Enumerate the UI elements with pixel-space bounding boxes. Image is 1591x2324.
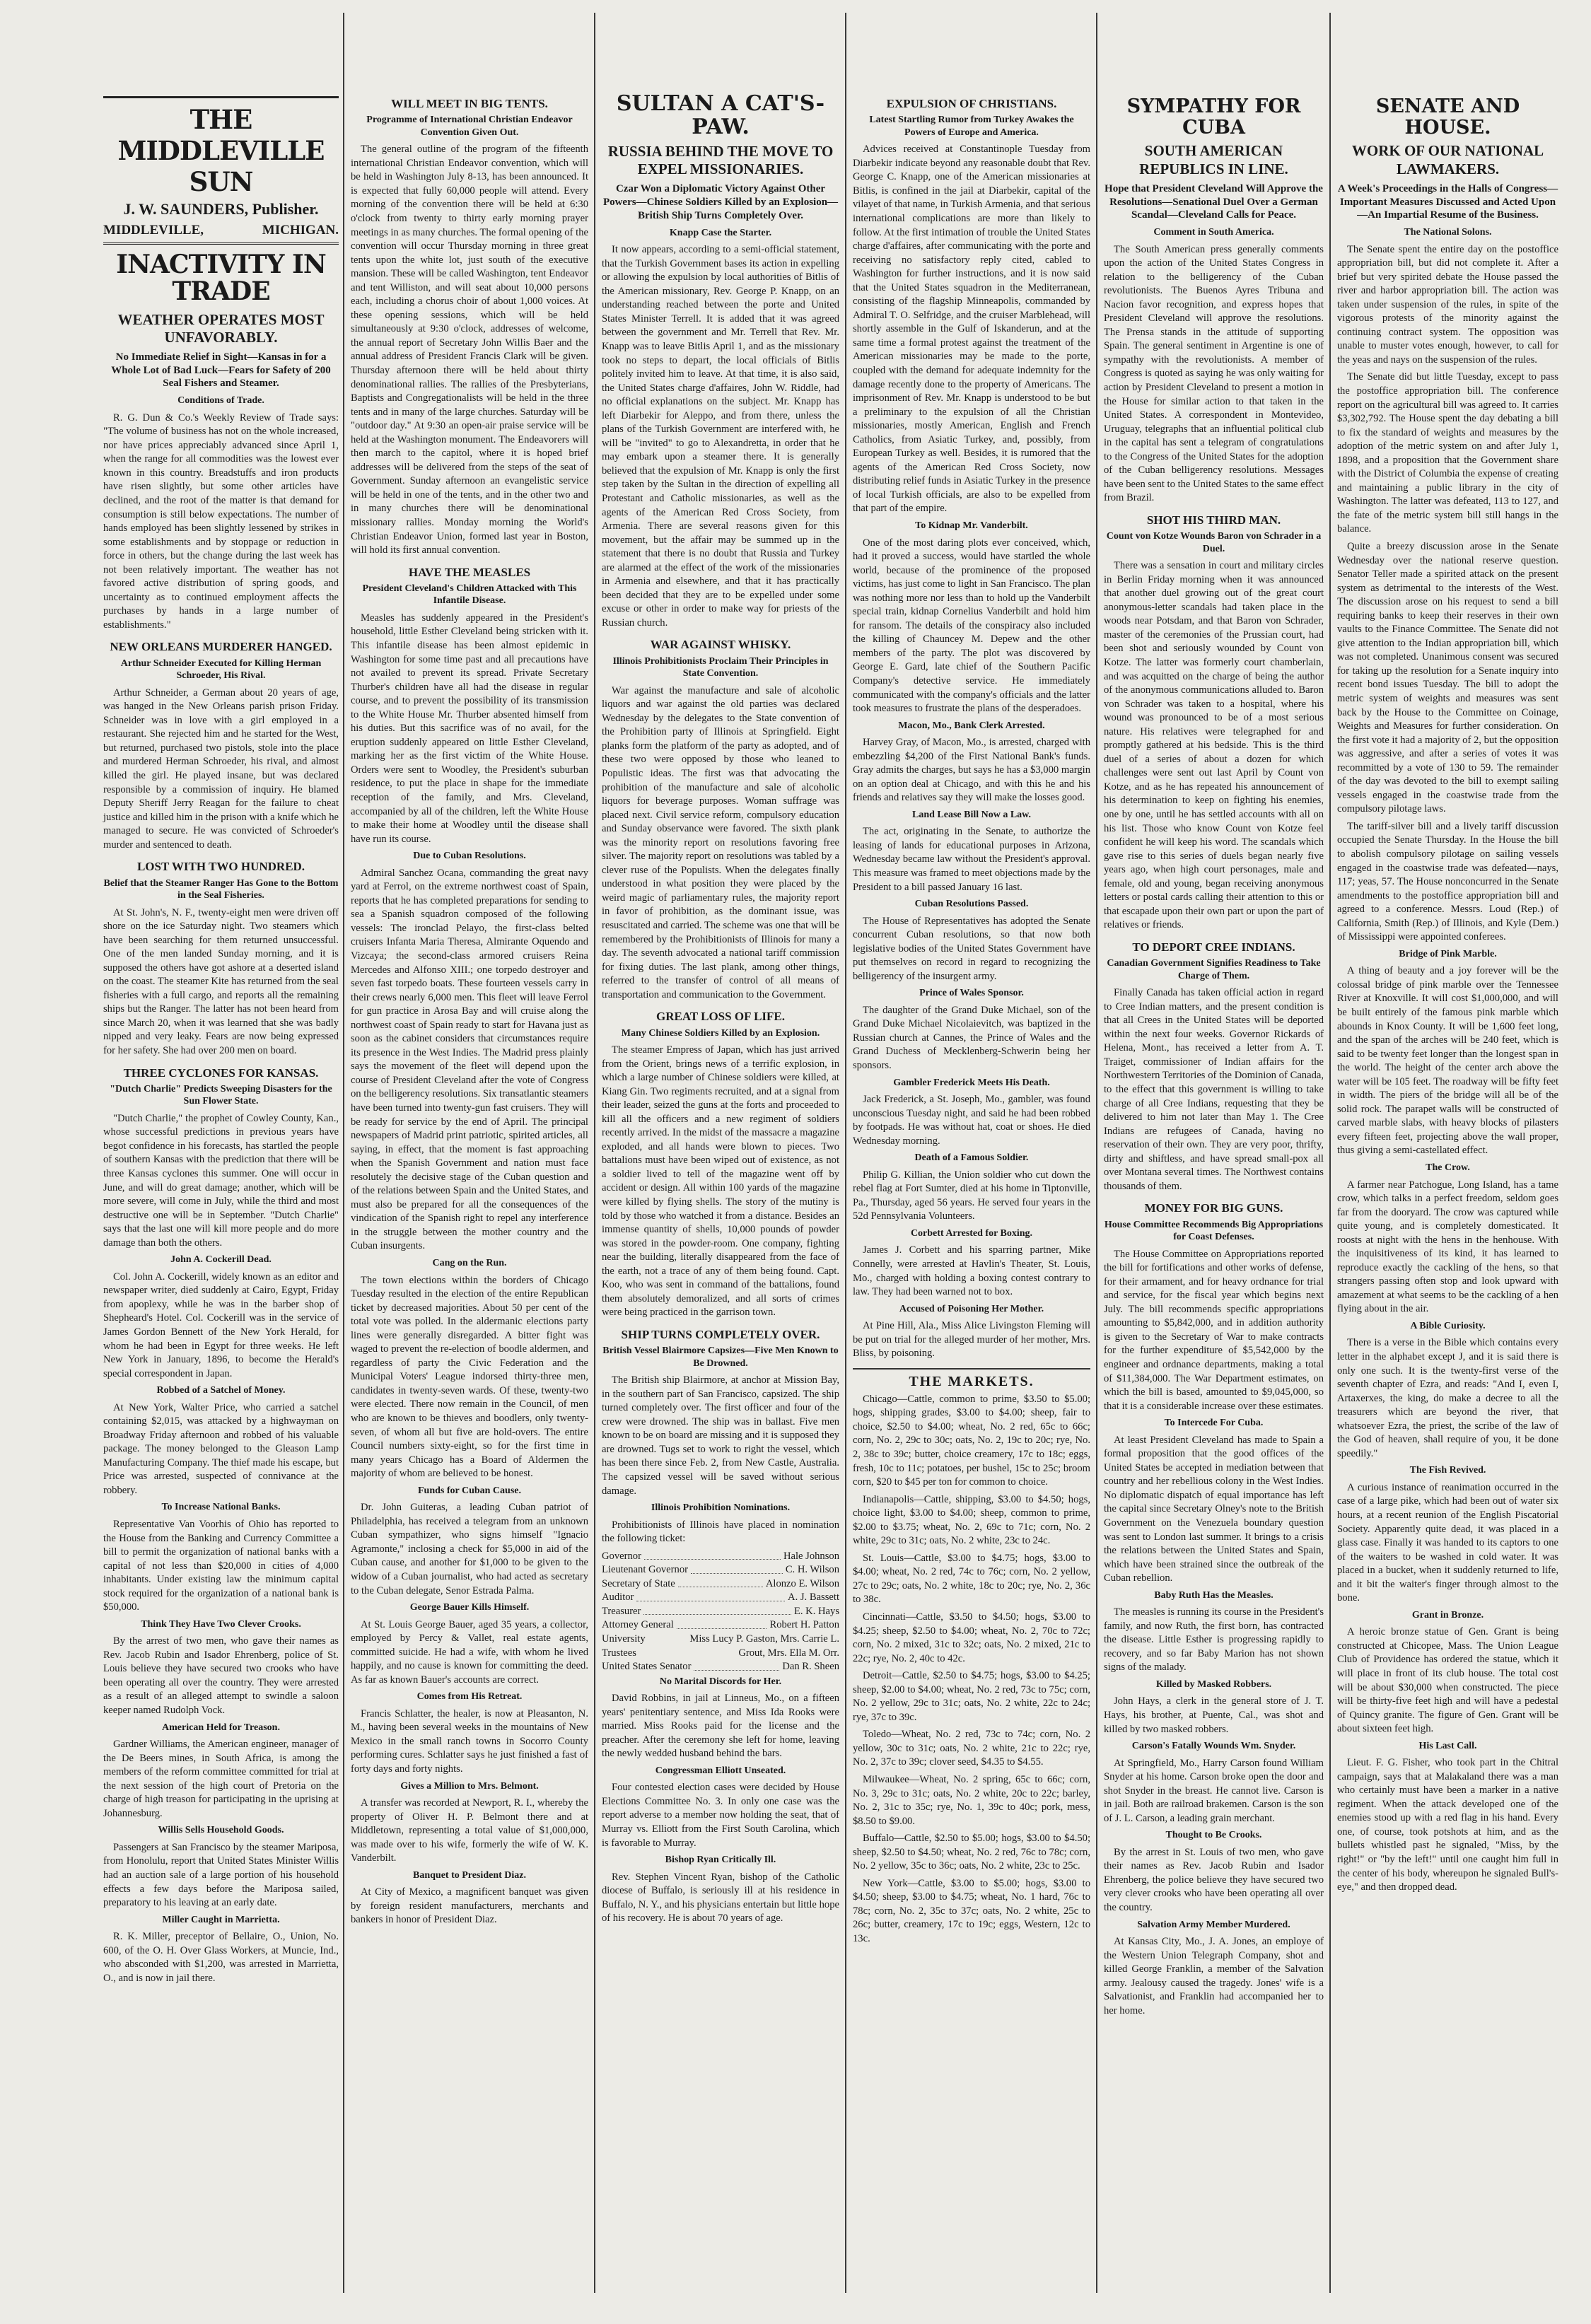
article-body: At City of Mexico, a magnificent banquet was given by foreign resident manufacturers, merchants and bankers in honor of President Diaz. [351, 1886, 588, 1926]
headline: SYMPATHY FOR CUBA [1126, 95, 1301, 139]
masthead-title: THE MIDDLEVILLE SUN [103, 96, 339, 197]
article-title: Bridge of Pink Marble. [1399, 948, 1497, 959]
slate-row [602, 1618, 839, 1633]
article-body: Francis Schlatter, the healer, is now at Pleasanton, N. M., having been several weeks in the mountains of New Mexico in the small ranch towns in Socorro County performing cures. Schlatter says he just finished a fast of forty days and forty nights. [351, 1707, 588, 1775]
newspaper-page [28, 13, 1563, 2293]
slate-nominee: Robert H. Patton [769, 1619, 839, 1631]
article-body: It now appears, according to a semi-official statement, that the Turkish Government bases its action in expelling or allowing the expulsion by local authorities of Bitlis of the American missionary, Rev. George P. Knapp, on an understanding reached between the porte and United States Minister Terrell. It is added that it was agreed between the government and Mr. Terrell that Rev. Mr. Knapp was to leave Bitlis April 1, and as the missionary took no steps to depart, the local officials of Bitlis politely invited him to leave. At that time, it is also said, the United States charge d'affaires, John W. Riddle, had no official explanations on the subject. Mr. Knapp has left Diarbekir for Aleppo, and from there, unless the plans of the Turkish Government are interfered with, he will be "invited" to go to Alexandretta, in order that he may embark upon a steamer there. It is generally believed that the expulsion of Mr. Knapp is only the first step taken by the Sultan in the direction of expelling all Protestant and Catholic missionaries, as well as the agents of the American Red Cross Society, from Armenia. There are several reasons given for this movement, but the affair may be summed up in the statement that there is no doubt that Russia and Turkey are alarmed at the effect of the work of the missionaries in Armenia and elsewhere, and that it has practically been decided that they are to be expelled under some excuse or other in order to make way for priests of the Russian church. [602, 244, 839, 629]
article-title: THREE CYCLONES FOR KANSAS. [123, 1065, 319, 1080]
article-title: Death of a Famous Soldier. [914, 1152, 1029, 1164]
article-body: A transfer was recorded at Newport, R. I., whereby the property of Oliver H. P. Belmont there and at Middletown, representing a total value of $1,000,000, was made over to his wife, formerly the wife of W. K. Vanderbilt. [351, 1797, 588, 1864]
leader-dots [691, 1563, 783, 1574]
article-body: The town elections within the borders of Chicago Tuesday resulted in the election of the entire Republican ticket by decreased majorities. About 50 per cent of the total vote was polled. In the aldermanic elections party lines were generally disregarded. A bitter fight was waged to prevent the re-election of boodle aldermen, and regardless of party the Civic Federation and the Municipal Voters' League indorsed thirty-three men, candidates in twenty-seven wards. Of these, twenty-two were elected. There now remain in the Council, of men who are known to be thieves and boodlers, only twenty-seven, of whom all but five are hold-overs. The entire Council numbers sixty-eight, so for the first time in many years Chicago has a Board of Aldermen the majority of whom are believed to be honest. [351, 1274, 588, 1480]
article-title: The Crow. [1426, 1162, 1470, 1173]
article-body: Philip G. Killian, the Union soldier who cut down the rebel flag at Fort Sumter, died at his home in Tiptonville, Pa., Thursday, aged 56 years. He served four years in the 52d Pennsylvania Volunteers. [853, 1169, 1090, 1222]
slate-nominee: C. H. Wilson [785, 1564, 839, 1576]
market-report: Chicago—Cattle, common to prime, $3.50 to $5.00; hogs, shipping grades, $3.00 to $4.00; sheep, fair to choice, $2.50 to $4.00; wheat, No. 2 red, 65c to 66c; corn, No. 2, 29c to 30c; oats, No. 2, 19c to 20c; rye, No. 2, 38c to 39c; butter, choice creamery, 17c to 18c; eggs, fresh, 10c to 11c; potatoes, per bushel, 15c to 25c; broom corn, $20 to $45 per ton for common to choice. [853, 1393, 1090, 1488]
article-title: American Held for Treason. [162, 1722, 280, 1733]
article-subtitle: Many Chinese Soldiers Killed by an Explosion. [621, 1027, 820, 1039]
slate-office: Secretary of State [602, 1577, 675, 1589]
article-body: Quite a breezy discussion arose in the Senate Wednesday over the national reserve question. Senator Teller made a spirited attack on the present system as detrimental to the interests of the West. The discussion arose on his request to send a bill requiring banks to keep their reserves in their own vaults to the Finance Committee. The Senate did not give attention to the Indian appropriation bill, which was not completed. Unanimous consent was secured for taking up the resolution for a Senate inquiry into recent bond issues Tuesday. The bill to adopt the metric system of weights and measures was sent back by the House to the Committee on Coinage, Weights and Measures for further consideration. On the first vote it had a majority of 2, but the opposition was aggressive, and after a series of votes it was recommitted by a vote of 130 to 59. The remainder of the day was devoted to the bill to exempt sailing vessels engaged in the coastwise trade from the compulsory pilotage laws. [1337, 540, 1558, 815]
article-title: No Marital Discords for Her. [659, 1676, 782, 1687]
slate-office: University Trustees [602, 1633, 646, 1659]
article-body: Gardner Williams, the American engineer, manager of the De Beers mines, in South Africa, is among the members of the reform committee committed for trial at the next session of the high court of Pretoria on the charge of high treason for participating in the uprising at Johannesburg. [103, 1739, 339, 1819]
article-title: A Bible Curiosity. [1410, 1320, 1486, 1331]
slate-row [602, 1591, 839, 1605]
market-report: Milwaukee—Wheat, No. 2 spring, 65c to 66c; corn, No. 3, 29c to 31c; oats, No. 2 white, 20c to 22c; barley, No. 2, 31c to 35c; rye, No. 1, 39c to 40c; pork, mess, $8.50 to $9.00. [853, 1773, 1090, 1827]
slate-office: United States Senator [602, 1661, 692, 1673]
market-report: Buffalo—Cattle, $2.50 to $5.00; hogs, $3.00 to $4.50; sheep, $2.50 to $4.50; wheat, No. 2 red, 76c to 78c; corn, No. 2 yellow, 35c to 36c; oats, No. 2 white, 23c to 25c. [853, 1833, 1090, 1872]
market-report: New York—Cattle, $3.00 to $5.00; hogs, $3.00 to $4.50; sheep, $3.00 to $4.75; wheat, No. 1 hard, 76c to 78c; corn, No. 2, 35c to 37c; oats, No. 2 white, 25c to 26c; butter, creamery, 17c to 19c; eggs, Western, 12c to 13c. [853, 1877, 1090, 1944]
column-6 [1333, 13, 1563, 2293]
article-title: Willis Sells Household Goods. [158, 1825, 284, 1836]
article-title: Conditions of Trade. [177, 395, 264, 407]
slate-office: Governor [602, 1550, 641, 1562]
article-title: To Kidnap Mr. Vanderbilt. [915, 520, 1028, 532]
leader-dots [644, 1550, 781, 1560]
article-body: At St. Louis George Bauer, aged 35 years, a collector, employed by Percy & Vallet, real estate agents, committed suicide. He had a wife, with whom he lived happily, and no cause is known for committing the deed. As far as known Bauer's accounts are correct. [351, 1618, 588, 1686]
article-body: Arthur Schneider, a German about 20 years of age, was hanged in the New Orleans parish prison Friday. Schneider was in love with a girl employed in a restaurant. She rejected him and he started for the West, but returned, purchased two pistols, stole into the place and murdered Herman Schroeder, his rival, and almost killed the girl. He played insane, but was declared responsible by a commission of inquiry. He blamed Deputy Sheriff Jerry Reagan for the failure to cheat justice and killed him in the prison with a knife which he managed to secure. He was convicted of Schroeder's murder and sentenced to death. [103, 687, 339, 851]
article-body: James J. Corbett and his sparring partner, Mike Connelly, were arrested at Havlin's Theater, St. Louis, Mo., charged with holding a boxing contest contrary to law. They had been warned not to box. [853, 1244, 1090, 1298]
article-body: The tariff-silver bill and a lively tariff discussion occupied the Senate Thursday. In the House the bill to abolish compulsory pilotage on sailing vessels engaged in the coastwise trade was defeated—nays, 117; yeas, 57. The House nonconcurred in the Senate amendments to the postoffice appropriation bill and agreed to a conference. Messrs. Loud (Rep.) of California, Smith (Rep.) of Illinois, and Kyle (Dem.) of Mississippi were appointed conferees. [1337, 820, 1558, 943]
article-body: At least President Cleveland has made to Spain a formal proposition that the good offices of the United States be accepted in mediation between that country and her rebellious colony in the West Indies. No diplomatic dispatch of equal importance has left the capital since Secretary Olney's note to the British Government on the Venezuela boundary question was sent to London last summer. It brings to a crisis the relations between the United States and Spain, which have been strained since the outbreak of the Cuban rebellion. [1104, 1434, 1324, 1584]
article-subtitle: Illinois Prohibitionists Proclaim Their Principles in State Convention. [612, 655, 829, 679]
article-title: Due to Cuban Resolutions. [413, 851, 526, 862]
article-body: The daughter of the Grand Duke Michael, son of the Grand Duke Michael Nicolaievitch, was baptized in the Russian church at Cannes, the Prince of Wales and the Grand Duchess of Mecklenberg-Schwerin being her sponsors. [853, 1004, 1090, 1072]
article-title: NEW ORLEANS MURDERER HANGED. [110, 640, 332, 654]
masthead-state: MICHIGAN. [262, 223, 339, 238]
article-title: SHIP TURNS COMPLETELY OVER. [621, 1327, 820, 1341]
leader-dots [636, 1591, 785, 1601]
article-title: John A. Cockerill Dead. [170, 1254, 272, 1266]
article-body: One of the most daring plots ever conceived, which, had it proved a success, would have startled the whole world, because of the prominence of the proposed victims, has just come to light in San Francisco. The plan was nothing more nor less than to hold up the Vanderbilt special train, kidnap Cornelius Vanderbilt and hold him for ransom. The details of the conspiracy also included the killing of Chauncey M. Depew and the other members of the party. The plot was discovered by George E. Gard, late chief of the Southern Pacific Company's detective service. He immediately communicated with the company's officials and the latter took measures to frustrate the plans of the desperadoes. [853, 537, 1090, 715]
subhead: A Week's Proceedings in the Halls of Congress—Important Measures Discussed and Acted Upon—An Impartial Resume of the Business. [1337, 182, 1558, 221]
slate-row [602, 1660, 839, 1674]
article-title: WAR AGAINST WHISKY. [650, 638, 791, 652]
article-subtitle: Count von Kotze Wounds Baron von Schrader in a Duel. [1106, 531, 1322, 554]
deck: WORK OF OUR NATIONAL LAWMAKERS. [1351, 142, 1544, 177]
subhead: Czar Won a Diplomatic Victory Against Other Powers—Chinese Soldiers Killed by an Explosion—British Ship Turns Completely Over. [602, 183, 839, 221]
article-title: Bishop Ryan Critically Ill. [665, 1855, 776, 1866]
article-body: Four contested election cases were decided by House Elections Committee No. 3. In only one case was the report adverse to a member now holding the seat, that of Murray vs. Elliott from the First South Carolina, which is favorable to Murray. [602, 1782, 839, 1849]
column-2 [346, 13, 593, 2293]
article-title: His Last Call. [1418, 1740, 1477, 1751]
article-title: The National Solons. [1404, 227, 1492, 238]
article-body: "Dutch Charlie," the prophet of Cowley County, Kan., whose successful predictions in previous years have begot confidence in his forecasts, has startled the people of southern Kansas with the prediction that there will be three Kansas cyclones this summer. One will occur in June, and will do great damage; another, which will be more severe, will come in July, while the third and most destructive one will be in September. "Dutch Charlie" says that the last one will kill more people and do more damage than both the others. [103, 1112, 339, 1249]
headline: SULTAN A CAT'S-PAW. [616, 91, 825, 139]
column-rule [1329, 13, 1331, 2293]
article-body: A heroic bronze statue of Gen. Grant is being constructed at Chicopee, Mass. The Union League Club of Providence has ordered the statue, which it will place in front of its club house. The total cost will be about $30,000 when constructed. The piece will be thirty-five feet high and will have a pedestal of Quincy granite. The figure of Gen. Grant will be about sixteen feet high. [1337, 1626, 1558, 1735]
masthead-city: MIDDLEVILLE, [103, 223, 204, 238]
article-title: Cang on the Run. [432, 1258, 507, 1269]
article-body: The act, originating in the Senate, to authorize the leasing of lands for educational purposes in Arizona, Wednesday became law without the President's approval. This measure was framed to meet objections made by the President to a bill passed January 16 last. [853, 826, 1090, 893]
masthead-publisher: J. W. SAUNDERS, Publisher. [123, 200, 319, 218]
column-1 [99, 13, 343, 2293]
article-title: Baby Ruth Has the Measles. [1154, 1589, 1274, 1601]
article-title: Grant in Bronze. [1411, 1609, 1484, 1621]
article-body: A thing of beauty and a joy forever will be the colossal bridge of pink marble over the Tennessee River at Knoxville. It will cost $1,000,000, and will be built entirely of the famous pink marble which abounds in Knox County. It will be 1,600 feet long, and the span of the arches will be 240 feet, which is said to be twenty feet longer than the longest span in the world. The height of the center arch above the water will be 105 feet. The roadway will be fifty feet in width. The piers of the bridge will all be of the solid rock. The parapet walls will be constructed of carved marble slabs, with heavy blocks of pilasters every fifteen feet, projecting above the wall proper, thus giving a semi-castellated effect. [1337, 965, 1558, 1157]
slate-row [602, 1563, 839, 1577]
article-body: The British ship Blairmore, at anchor at Mission Bay, in the southern part of San Francisco, capsized. The ship turned completely over. The first officer and four of the crew were drowned. The ship was in ballast. Five men known to be on board are missing and it is supposed they are drowned. Tugs set to work to right the vessel, which has been there since Feb. 2, from New Castle, Australia. The capsized vessel will be saved without serious damage. [602, 1374, 839, 1497]
subhead: Hope that President Cleveland Will Approve the Resolutions—Senational Duel Over a German Scandal—Cleveland Calls for Peace. [1105, 182, 1323, 221]
article-body: At Pine Hill, Ala., Miss Alice Livingston Fleming will be put on trial for the alleged murder of her mother, Mrs. Bliss, by poisoning. [853, 1320, 1090, 1360]
nomination-slate [602, 1550, 839, 1674]
article-body: Prohibitionists of Illinois have placed in nomination the following ticket: [602, 1519, 839, 1545]
article-title: Funds for Cuban Cause. [417, 1485, 521, 1496]
deck: WEATHER OPERATES MOST UNFAVORABLY. [117, 310, 325, 346]
slate-nominee: Miss Lucy P. Gaston, Mrs. Carrie L. Grout, Mrs. Ella M. Orr. [689, 1633, 839, 1659]
market-report: Toledo—Wheat, No. 2 red, 73c to 74c; corn, No. 2 yellow, 30c to 31c; oats, No. 2 white, 21c to 22c; rye, No. 2, 37c to 39c; clover seed, $4.35 to $4.55. [853, 1729, 1090, 1768]
article-body: The steamer Empress of Japan, which has just arrived from the Orient, brings news of a terrific explosion, in which a large number of Chinese soldiers were killed, at Kiang Gin. Two regiments recruited, and at a signal from their leader, seized the guns at the forts and proceeded to kill all the officers and a new regiment of soldiers recently arrived. In the midst of the massacre a magazine exploded, and all hands were blown to pieces. Two battalions must have been wiped out of existence, as not a soldier lived to tell of the magazine went off by accident or design. All within 100 yards of the magazine were killed by flying shells. The story of the mutiny is told by those who watched it from a distance. Besides an immense quantity of shells, 10,000 pounds of powder was stored in the powder-room. One company, fighting near the building, literally disappeared from the face of the earth, not a trace of any of them being found. Capt. Koo, who was sent in command of the battalions, found them absolutely demoralized, and all sorts of crimes were being practiced in the garrison town. [602, 1044, 839, 1319]
column-rule [1096, 13, 1097, 2293]
article-title: George Bauer Kills Himself. [409, 1602, 530, 1613]
slate-nominee: Alonzo E. Wilson [765, 1577, 839, 1589]
article-title: Gambler Frederick Meets His Death. [893, 1077, 1050, 1088]
article-title: Thought to Be Crooks. [1165, 1830, 1262, 1841]
article-title: Miller Caught in Marrietta. [162, 1914, 280, 1925]
article-body: Jack Frederick, a St. Joseph, Mo., gambler, was found unconscious Tuesday night, and said he had been robbed by footpads. He was without hat, coat or shoes. He died Wednesday morning. [853, 1094, 1090, 1147]
article-body: The Senate did but little Tuesday, except to pass the postoffice appropriation bill. The conference report on the agricultural bill was agreed to. It carries $3,302,792. The House spent the day debating a bill to fix the standard of weights and measures by the adoption of the metric system on and after July 1, 1898, and a proposition that the Government share with the District of Columbia the expense of creating and maintaining a public library in the city of Washington. The latter was defeated, 113 to 127, and the fate of the metric system bill still hangs in the balance. [1337, 371, 1558, 535]
article-body: At Springfield, Mo., Harry Carson found William Snyder at his home. Carson broke open the door and shot Snyder in the breast. He cannot live. Carson is in jail. Both are railroad brakemen. Carson is the son of J. L. Carson, a leading grain merchant. [1104, 1757, 1324, 1824]
article-body: Representative Van Voorhis of Ohio has reported to the House from the Banking and Currency Committee a bill to permit the organization of national banks with a capital of not less than $20,000 in cities of 4,000 inhabitants. Under existing law the minimum capital stock required for the organization of a national bank is $50,000. [103, 1518, 339, 1613]
masthead-dateline [103, 220, 339, 245]
leader-dots [643, 1605, 791, 1616]
leader-dots [694, 1660, 779, 1671]
article-title: SHOT HIS THIRD MAN. [1146, 513, 1281, 527]
article-title: Prince of Wales Sponsor. [919, 988, 1024, 999]
article-subtitle: British Vessel Blairmore Capsizes—Five Men Known to Be Drowned. [602, 1345, 839, 1369]
slate-row [602, 1605, 839, 1619]
article-body: War against the manufacture and sale of alcoholic liquors and war against the old parties was declared Wednesday by the delegates to the State convention of the Prohibition party of Illinois at Springfield. Eight planks form the platform of the party as adopted, and of these two were opposed by those who leaned to Populistic ideas. The first was that advocating the prohibition of the manufacture and sale of alcoholic liquors for beverage purposes. Woman suffrage was placed next. Civil service reform, compulsory education and Sunday observance were favored. The sixth plank was the minority report on resolutions favoring free silver. The majority report on resolutions was tabled by a clever ruse of the Populists. When the delegates finally understood in what position they were placed by the weird magic of parliamentary rules, the majority report in favor of prohibition, as the dominant issue, was resuscitated and carried. The scheme was one that will be remembered by the Prohibitionists of Illinois for many a day. The seventh advocated a national tariff commission for fixing duties. The last plank, among other things, referred to the transfer of control of all means of transportation and communication to the Government. [602, 684, 839, 1000]
article-title: GREAT LOSS OF LIFE. [655, 1010, 785, 1024]
article-body: The House of Representatives has adopted the Senate concurrent Cuban resolutions, so that now both legislative bodies of the United States Government have put themselves on record in regard to recognizing the belligerency of the insurgent army. [853, 915, 1090, 982]
market-report: Detroit—Cattle, $2.50 to $4.75; hogs, $3.00 to $4.25; sheep, $2.00 to $4.00; wheat, No. 2 red, 73c to 75c; corn, No. 2 yellow, 29c to 31c; oats, No. 2 white, 22c to 24c; rye, 37c to 39c. [853, 1670, 1090, 1723]
article-body: There is a verse in the Bible which contains every letter in the alphabet except J, and it is said there is only one such. It is the twenty-first verse of the seventh chapter of Ezra, and reads: "And I, even I, Artaxerxes, the king, do make a decree to all the treasurers which are beyond the river, that whatsoever Ezra, the priest, the scribe of the law of the God of heaven, shall require of you, it be done speedily." [1337, 1337, 1558, 1459]
article-subtitle: President Cleveland's Children Attacked with This Infantile Disease. [362, 583, 577, 607]
article-title: EXPULSION OF CHRISTIANS. [886, 97, 1057, 110]
column-3 [598, 13, 844, 2293]
column-rule [845, 13, 846, 2293]
article-title: Think They Have Two Clever Crooks. [141, 1618, 301, 1630]
article-body: Measles has suddenly appeared in the President's household, little Esther Cleveland being stricken with it. This infantile disease has been almost epidemic in Washington for some time past and all precautions have not availed to prevent its spread. Private Secretary Thurber's children have all had the disease in regular course, and to prevent the possibility of its transmission to the White House Mr. Thurber absented himself from his duties. But this sacrifice was of no avail, for the eruption suddenly appeared on little Esther Cleveland, marking her as the first victim of the White House. Orders were sent to Woodley, the President's suburban residence, to put the place in shape for the immediate reception of the family, and Mrs. Cleveland, accompanied by all of the children, left the White House to make their home at Woodley until the disease shall have run its course. [351, 612, 588, 845]
article-body: Harvey Gray, of Macon, Mo., is arrested, charged with embezzling $4,200 of the First National Bank's funds. Gray admits the charges, but says he has a $3,000 margin on an option deal at Chicago, and with this he and his friends and relatives say they will make the losses good. [853, 737, 1090, 804]
article-body: Admiral Sanchez Ocana, commanding the great navy yard at Ferrol, on the extreme northwest coast of Spain, reports that he has completed preparations for sending to sea a Spanish squadron composed of the following vessels: The ironclad Pelayo, the first-class belted cruisers Infanta Maria Theresa, Almirante Oquendo and Vizcaya; the second-class armored cruisers Reina Mercedes and Alfonso XIII.; one torpedo destroyer and seven fast torpedo boats. These fourteen vessels carry in their crews nearly 6,000 men. This fleet will leave Ferrol for gun practice in Arosa Bay and will cruise along the northwest coast of Spain ready to start for Havana just as soon as the cabinet considers that circumstances require its presence in the West Indies. The Madrid press plainly says the movement of the fleet will depend upon the course of President Cleveland after the vote of Congress on the belligerency resolutions. Six transatlantic steamers have been turned into twenty-gun fast cruisers. They will be ready for service by the end of April. The principal newspapers of Madrid print patriotic, spirited articles, all saying, in effect, that the moment is fast approaching when the Spanish Government and nation must face resolutely the decisive stage of the Cuban question and of the relations between Spain and the United States, and must also be prepared for all the consequences of the vindication of the Spanish right to repel any interference in the struggle between the mother country and the Cuban insurgents. [351, 867, 588, 1252]
slate-office: Lieutenant Governor [602, 1564, 688, 1576]
article-body: At Kansas City, Mo., J. A. Jones, an employe of the Western Union Telegraph Company, shot and killed George Franklin, a member of the Salvation army. Jealousy caused the tragedy. Jones' wife is a Salvationist, and Franklin had accompanied her to her home. [1104, 1936, 1324, 2016]
article-body: Dr. John Guiteras, a leading Cuban patriot of Philadelphia, has received a telegram from an unknown Cuban sympathizer, who signs himself "Ignacio Agramonte," inclosing a check for $5,000 in aid of the Cuban cause, and another for $1,000 to be given to the widow of a Cuban journalist, who had acted as secretary to the Cuban delegate, Senor Estrada Palma. [351, 1502, 588, 1596]
slate-office: Attorney General [602, 1619, 674, 1631]
article-body: John Hays, a clerk in the general store of J. T. Hays, his brother, at Puente, Cal., was shot and killed by two masked robbers. [1104, 1695, 1324, 1735]
article-title: Comes from His Retreat. [416, 1691, 523, 1703]
article-title: Comment in South America. [1153, 227, 1274, 238]
article-body: The South American press generally comments upon the action of the United States Congress in relation to the belligerency of the Cuban revolutionists. The Buenos Ayres Tribuna and Nacion favor recognition, and express hopes that President Cleveland will approve the resolutions. The Prensa stands in the attitude of supporting Spain. The general sentiment in Argentine is one of sympathy with the revolutionists. A member of Congress is quoted as saying he was only waiting for action by President Cleveland to present a motion in the House for similar action to that taken in the United States. A correspondent in Montevideo, Uruguay, telegraphs that an influential political club in the capital has sent a telegram of congratulations to the Congress of the United States for the adoption of the Cuban belligerency resolutions. Messages have been sent to the United States to the same effect from Brazil. [1104, 243, 1324, 504]
article-title: Gives a Million to Mrs. Belmont. [400, 1780, 539, 1792]
slate-row [602, 1550, 839, 1564]
leader-dots [678, 1577, 763, 1588]
article-body: At New York, Walter Price, who carried a satchel containing $2,015, was attacked by a highwayman on Broadway Friday afternoon and robbed of his valuable package. The money belonged to the Gleason Lamp Manufacturing Company. The thief made his escape, but Price was arrested, suspected of connivance at the robbery. [103, 1401, 339, 1496]
article-title: WILL MEET IN BIG TENTS. [391, 97, 548, 110]
slate-nominee: Dan R. Sheen [782, 1661, 839, 1673]
article-title: HAVE THE MEASLES [408, 565, 531, 579]
slate-nominee: Hale Johnson [783, 1550, 839, 1562]
article-body: At St. John's, N. F., twenty-eight men were driven off shore on the ice Saturday night. Two steamers which have been searching for them returned unsuccessful. One of the men landed Sunday morning, and it is supposed the others have got ashore at a deserted island on the coast. The steamer Kite has returned from the seal fisheries with a full cargo, and reports all the remaining ships but the Ranger. The latter has not been heard from since March 20, when it was learned that she was badly nipped and very leaky. Fears are now being expressed for her safety. She had over 200 men on board. [103, 906, 339, 1056]
article-title: Knapp Case the Starter. [669, 227, 772, 238]
article-title: Banquet to President Diaz. [413, 1869, 526, 1881]
market-report: St. Louis—Cattle, $3.00 to $4.75; hogs, $3.00 to $4.00; wheat, No. 2 red, 74c to 76c; corn, No. 2 yellow, 27c to 29c; oats, No. 2 white, 18c to 20c; rye, No. 2, 36c to 38c. [853, 1552, 1090, 1606]
article-body: Rev. Stephen Vincent Ryan, bishop of the Catholic diocese of Buffalo, is seriously ill at his residence in Buffalo, N. Y., and his physicians entertain but little hope of his recovery. He is about 70 years of age. [602, 1871, 839, 1925]
article-title: Carson's Fatally Wounds Wm. Snyder. [1131, 1741, 1296, 1752]
article-title: Corbett Arrested for Boxing. [910, 1227, 1033, 1239]
article-title: Salvation Army Member Murdered. [1137, 1919, 1290, 1930]
slate-nominee: A. J. Bassett [788, 1592, 839, 1604]
article-body: The Senate spent the entire day on the postoffice appropriation bill, but did not complete it. After a brief but very spirited debate the House passed the river and harbor appropriation bill. The action was taken under suspension of the rules, in spite of the vigorous protests of the minority against the continuing contract system. The opposition was unable to muster votes enough, however, to call for the yeas and nays on the suspension of the rules. [1337, 243, 1558, 366]
article-body: There was a sensation in court and military circles in Berlin Friday morning when it was announced that another duel growing out of the great court anonymous-letter scandals had taken place in the woods near Potsdam, and that Baron von Schrader, master of the ceremonies of the Prussian court, had been shot and seriously wounded by Count von Kotze. The latter was formerly court chamberlain, and was acquitted on the charge of being the author of the anonymous communications alluded to. Baron von Schrader was taken to a hospital, where his wound was pronounced to be of a most serious nature. His relatives were telegraphed for and promptly gathered at his bedside. This is the third duel of a series of about a dozen for which challenges were sent out last April by Count von Kotze, and as he has repeated his announcement of his determination to keep on fighting his enemies, one by one, until he has settled accounts with all on his list. Those who know Count von Kotze feel confident he will keep his word. The scandals which gave rise to this series of duels began nearly five years ago, when high court personages, male and female, old and young, began receiving anonymous letters or postal cards calling their attention to this or that escapade upon their own part or upon the part of relatives or friends. [1104, 560, 1324, 931]
article-body: A curious instance of reanimation occurred in the case of a large pike, which had been out of water six hours, at a recent reunion of the English Piscatorial Society. Apparently quite dead, it was placed in a glass case. Finally it was handed to its captors to one of the waiters to be washed in cold water. It was placed in a bucket, when it suddenly returned to life, and it bit the waiter's finger through almost to the bone. [1337, 1481, 1558, 1604]
article-subtitle: Canadian Government Signifies Readiness to Take Charge of Them. [1107, 958, 1321, 981]
article-body: Col. John A. Cockerill, widely known as an editor and newspaper writer, died suddenly at Cairo, Egypt, Friday from apoplexy, while he was in the barber shop of Shepheard's Hotel. Col. Cockerill was in the service of James Gordon Bennett of the New York Herald, for whom he had been in Egypt for three weeks. He left New York in January, 1896, to become the Herald's special correspondent in Japan. [103, 1271, 339, 1379]
article-title: Cuban Resolutions Passed. [914, 899, 1029, 910]
market-report: Cincinnati—Cattle, $3.50 to $4.50; hogs, $3.00 to $4.25; sheep, $2.50 to $4.00; wheat, No. 2, 70c to 72c; corn, No. 2 mixed, 31c to 32c; oats, No. 2 mixed, 21c to 22c; rye, No. 2, 40c to 42c. [853, 1611, 1090, 1664]
article-title: To Intercede For Cuba. [1164, 1418, 1264, 1429]
article-title: Macon, Mo., Bank Clerk Arrested. [898, 720, 1045, 731]
article-title: To Increase National Banks. [161, 1502, 281, 1513]
article-title: MONEY FOR BIG GUNS. [1144, 1201, 1283, 1215]
article-subtitle: Belief that the Steamer Ranger Has Gone to the Bottom in the Seal Fisheries. [103, 877, 339, 901]
column-5 [1100, 13, 1328, 2293]
article-subtitle: Latest Startling Rumor from Turkey Awakes the Powers of Europe and America. [869, 115, 1074, 138]
article-title: Illinois Prohibition Nominations. [651, 1502, 791, 1514]
subhead: No Immediate Relief in Sight—Kansas in for a Whole Lot of Bad Luck—Fears for Safety of 200 Seal Fishers and Steamer. [111, 351, 331, 390]
article-title: The Fish Revived. [1409, 1465, 1486, 1476]
markets-title: THE MARKETS. [853, 1368, 1090, 1390]
deck: SOUTH AMERICAN REPUBLICS IN LINE. [1139, 142, 1288, 177]
deck: RUSSIA BEHIND THE MOVE TO EXPEL MISSIONARIES. [607, 143, 834, 178]
article-body: By the arrest in St. Louis of two men, who gave their names as Rev. Jacob Rubin and Isador Ehrenberg, the police believe they have secured two very clever crooks who have been operating all over the country. [1104, 1846, 1324, 1913]
article-body: Advices received at Constantinople Tuesday from Diarbekir indicate beyond any reasonable doubt that Rev. George C. Knapp, one of the American missionaries at Bitlis, is confined in the jail at Diarbekir, capital of the vilayet of that name, in Turkish Armenia, and that serious international complications are more than likely to follow. At the first intimation of trouble the United States charge d'affaires, after communicating with the porte and receiving no satisfactory reply cited, cabled to Washington for further instructions, and it is now said that the United States squadron in the Mediterranean, consisting of the flagship Minneapolis, commanded by Admiral T. O. Selfridge, and the cruiser Marblehead, will shortly assemble in the Gulf of Iskanderun, and at the same time a formal protest against the treatment of the American missionaries may be made to the porte, coupled with the demand for adequate indemnity for the damage recently done to the property of Americans. The imprisonment of Rev. Mr. Knapp is understood to be but a preliminary to the expulsion of all the Christian missionaries, mostly American, English and French Catholics, from Asiatic Turkey, and, possibly, from European Turkey as well. Besides, it is rumored that the agents of the American Red Cross Society, now distributing relief funds in Asiatic Turkey in the presence of local Turkish officials, are also to be expelled from that part of the empire. [853, 144, 1091, 515]
leader-dots [677, 1618, 767, 1629]
slate-row [602, 1633, 839, 1660]
article-body: The measles is running its course in the President's family, and now Ruth, the first born, has contracted the disease. Little Esther is progressing rapidly to recovery, and so far Baby Marion has not shown signs of the malady. [1104, 1606, 1324, 1674]
headline: SENATE AND HOUSE. [1375, 95, 1520, 139]
article-body: The general outline of the program of the fifteenth international Christian Endeavor convention, which will be held in Washington July 8-13, has been announced. It is expected that fully 60,000 people will attend. Every morning of the convention there will be held at 6:30 o'clock from twenty to thirty early morning prayer meetings in as many churches. The formal opening of the convention will occur Thursday morning in three great tents upon the white lot, just south of the executive mansion. These will be called Washington, tent Endeavor and tent Williston, and will seat about 10,000 persons each, including a chorus choir of about 1,000 voices. At these opening sessions, which will be held simultaneously at 9:30 o'clock, addresses of welcome, the annual report of Secretary John Willis Baer and the annual address of President Francis Clark will be given. Thursday afternoon there will be held about thirty denominational rallies. The rallies of the Presbyterians, Baptists and Congregationalists will be held in the three tents and in many of the large churches. Saturday will be "outdoor day." At 9:30 an open-air praise service will be held at the Washington monument. The Endeavorers will then march to the capitol, where it is hoped brief addresses will be delivered from the steps of the seat of Government. Sunday afternoon an evangelistic service will be held in one of the tents, and in the other two and in many churches there will be denominational missionary rallies. Monday morning the World's Christian Endeavor Union, formed last year in Boston, will hold its first annual convention. [351, 144, 588, 556]
article-subtitle: Programme of International Christian Endeavor Convention Given Out. [366, 115, 573, 138]
article-title: Robbed of a Satchel of Money. [156, 1385, 286, 1396]
column-4 [849, 13, 1095, 2293]
article-body: By the arrest of two men, who gave their names as Rev. Jacob Rubin and Isador Ehrenberg, police of St. Louis believe they have secured two crooks who have been operating all over the country. They were arrested as a result of an alleged attempt to swindle a saloon keeper named Rudolph Vock. [103, 1635, 339, 1717]
article-body: Passengers at San Francisco by the steamer Mariposa, from Honolulu, report that United States Minister Willis had an auction sale of a large portion of his household effects a few days before the Mariposa sailed, preparatory to his leaving at an early date. [103, 1841, 339, 1909]
article-body: Finally Canada has taken official action in regard to Cree Indian matters, and the present condition is that all Crees in the United States will be deported within the next four weeks. Governor Rickards of Helena, Mont., has received a letter from A. T. Traiget, commissioner of Indian affairs for the Northwestern Territories of the Dominion of Canada, to the effect that this government is willing to take charge of all Cree Indians, requesting that they be delivered to him not later than May 1. The Cree Indians are refugees of Canada, having no reservation of their own. They are very poor, thrifty, dirty and shiftless, and have spread small-pox all over Montana several times. The Northwest contains thousands of them. [1104, 987, 1324, 1192]
article-title: Congressman Elliott Unseated. [655, 1765, 786, 1776]
article-title: Land Lease Bill Now a Law. [911, 809, 1032, 820]
article-title: LOST WITH TWO HUNDRED. [136, 860, 305, 874]
article-subtitle: House Committee Recommends Big Appropriations for Coast Defenses. [1104, 1219, 1324, 1243]
column-rule [594, 13, 595, 2293]
slate-office: Treasurer [602, 1605, 641, 1617]
headline: INACTIVITY IN TRADE [116, 250, 326, 306]
slate-office: Auditor [602, 1592, 634, 1604]
slate-row [602, 1577, 839, 1592]
article-body: David Robbins, in jail at Linneus, Mo., on a fifteen years' penitentiary sentence, and Miss Ida Rooks were married. Miss Rooks paid for the license and the preacher. After the ceremony she left for home, leaving the newly wedded husband behind the bars. [602, 1693, 839, 1760]
article-body: R. K. Miller, preceptor of Bellaire, O., Union, No. 600, of the O. H. Over Glass Workers, at Muncie, Ind., who absconded with $1,200, was arrested in Marrietta, O., and is now in jail there. [103, 1931, 339, 1984]
article-body: The House Committee on Appropriations reported the bill for fortifications and other works of defense, for their armament, and for heavy ordnance for trial and service, for the fiscal year which begins next July. The bill recommends specific appropriations amounting to $5,842,000, and in addition authority is given to the Secretary of War to make contracts for the further expenditure of $5,542,000 by the engineer and ordnance departments, making a total of $11,384,000. The War Department estimates, on which the bill is based, amounted to $9,045,000, so that it is a considerable increase over these estimates. [1104, 1248, 1324, 1412]
slate-nominee: E. K. Hays [793, 1605, 839, 1617]
article-body: Lieut. F. G. Fisher, who took part in the Chitral campaign, says that at Malakaland there was a man who certainly must have been a marker in a native regiment. When the attack developed one of the enemies stood up with a red flag in his hand. Every one, of course, took potshots at him, and as the bullets whistled past he signaled, "Miss, by the right!" or "by the left!" until one caught him full in the center of his body, whereupon he signaled Bull's-eye," and then dropped dead. [1337, 1757, 1558, 1893]
article-subtitle: "Dutch Charlie" Predicts Sweeping Disasters for the Sun Flower State. [110, 1083, 332, 1107]
article-body: A farmer near Patchogue, Long Island, has a tame crow, which talks in a perfect freedom, seldom goes far from the dooryard. The crow was captured while quite young, and is completely domesticated. It roosts at night with the hens in the henhouse. With the inquisitiveness of its kind, it has learned to reproduce exactly the cackling of the hens, so that strangers passing often stop and look upward with amazement at what seems to be the cackling of a hen flying about in the air. [1337, 1179, 1558, 1315]
column-rule [343, 13, 344, 2293]
markets-list [853, 1393, 1090, 1946]
article-title: Killed by Masked Robbers. [1155, 1678, 1272, 1690]
article-title: Accused of Poisoning Her Mother. [899, 1303, 1044, 1314]
article-subtitle: Arthur Schneider Executed for Killing Herman Schroeder, His Rival. [120, 658, 322, 682]
article-title: TO DEPORT CREE INDIANS. [1132, 940, 1295, 954]
market-report: Indianapolis—Cattle, shipping, $3.00 to $4.50; hogs, choice light, $3.00 to $4.00; sheep, common to prime, $2.00 to $3.75; wheat, No. 2, 69c to 71c; corn, No. 2 white, 29c to 31c; oats, No. 2 white, 23c to 24c. [853, 1493, 1090, 1547]
article-body: R. G. Dun & Co.'s Weekly Review of Trade says: "The volume of business has not on the whole increased, nor have prices appreciably advanced since April 1, when the range for all commodities was the lowest ever known in this country. Breadstuffs and iron products have risen slightly, but some other articles have declined, and the root of the matter is that demand for consumption is still below expectations. The number of hands employed has been slightly lessened by strikes in some establishments and by stoppage or reduction in force in others, but the change during the last week has not been relatively important. The weather has not favored active distribution of spring goods, and uncertainty as to continued employment affects the purchases by hands in a large number of establishments." [103, 411, 339, 631]
